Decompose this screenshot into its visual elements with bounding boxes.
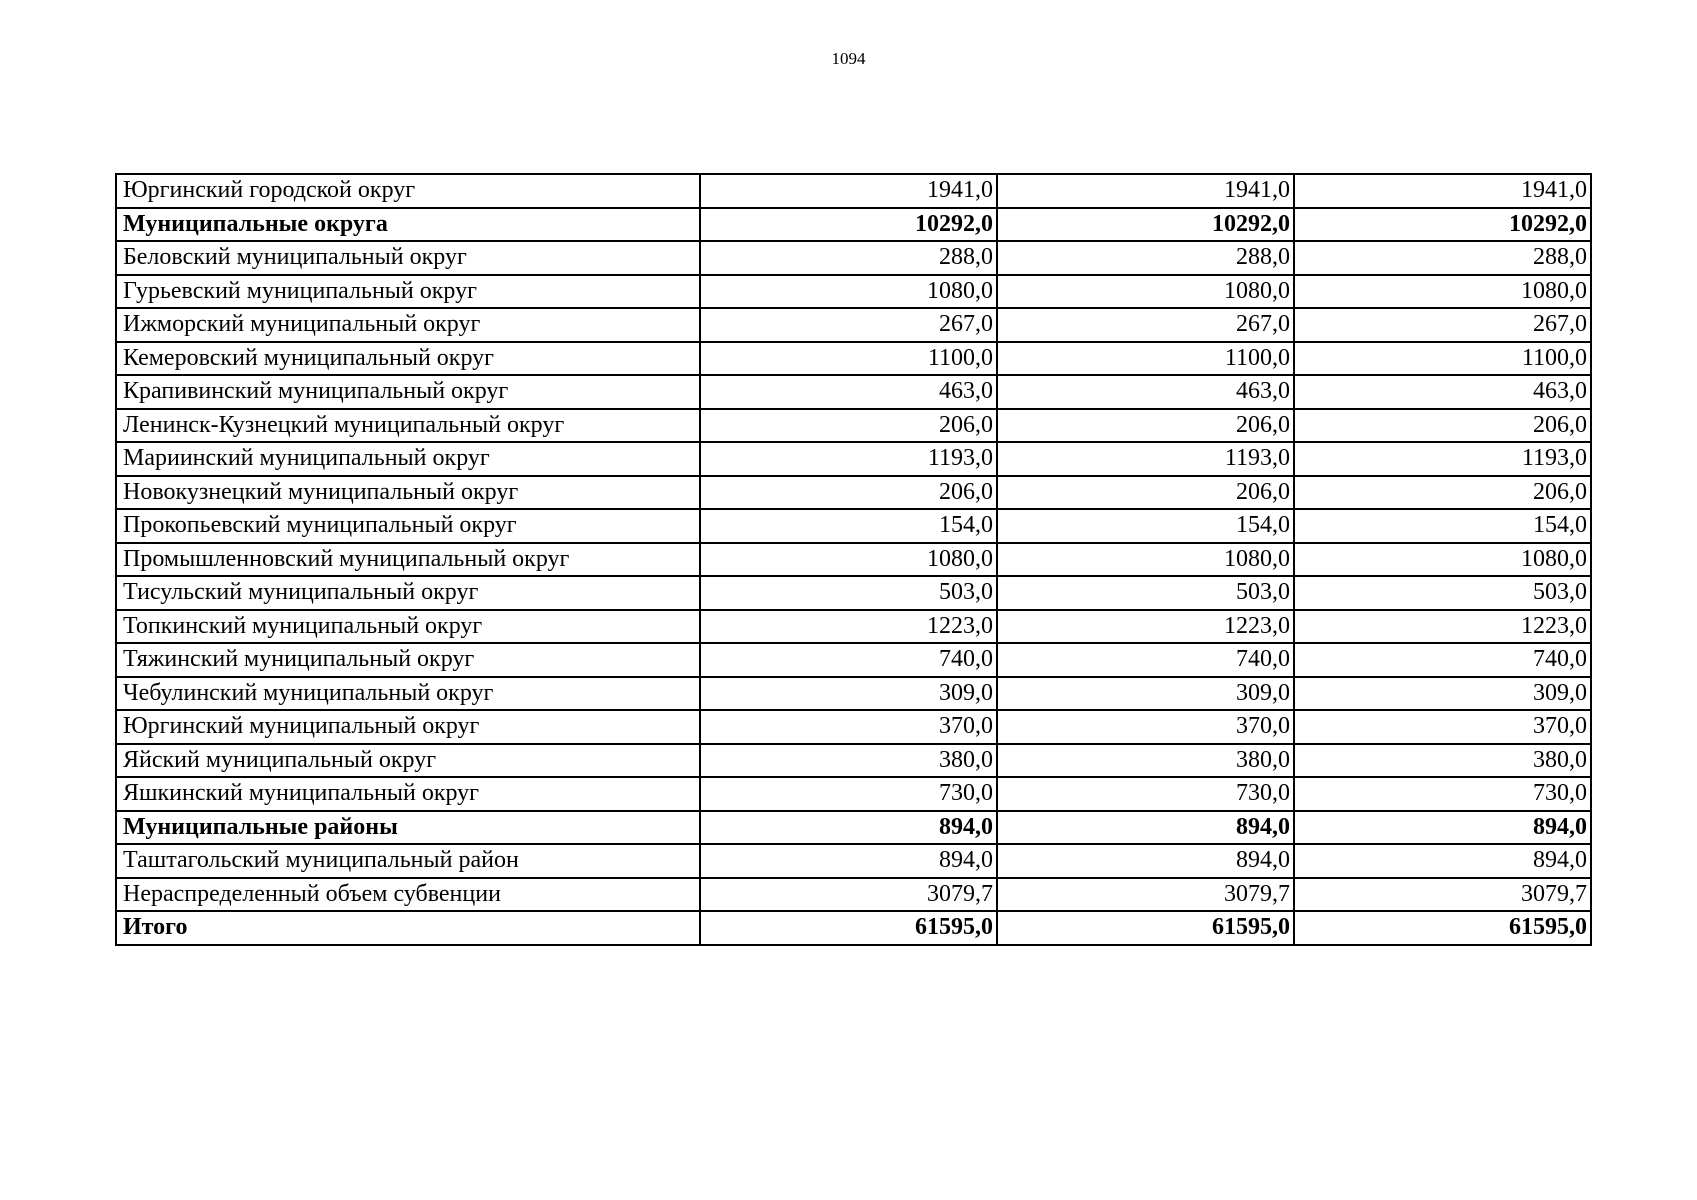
value-cell-2: 1080,0 xyxy=(997,543,1294,577)
table-row xyxy=(116,342,1591,376)
row-name-cell: Прокопьевский муниципальный округ xyxy=(116,509,700,543)
row-name-cell: Итого xyxy=(116,911,700,945)
value-cell-2: 1941,0 xyxy=(997,174,1294,208)
value-cell-1: 1080,0 xyxy=(700,275,997,309)
table-row xyxy=(116,710,1591,744)
value-cell-1: 309,0 xyxy=(700,677,997,711)
row-name-cell: Тисульский муниципальный округ xyxy=(116,576,700,610)
table-row xyxy=(116,509,1591,543)
value-cell-3: 380,0 xyxy=(1294,744,1591,778)
value-cell-3: 894,0 xyxy=(1294,811,1591,845)
value-cell-3: 309,0 xyxy=(1294,677,1591,711)
value-cell-2: 154,0 xyxy=(997,509,1294,543)
value-cell-2: 206,0 xyxy=(997,409,1294,443)
row-name-cell: Промышленновский муниципальный округ xyxy=(116,543,700,577)
row-name-cell: Гурьевский муниципальный округ xyxy=(116,275,700,309)
table-row xyxy=(116,677,1591,711)
value-cell-2: 730,0 xyxy=(997,777,1294,811)
table-row xyxy=(116,275,1591,309)
value-cell-3: 730,0 xyxy=(1294,777,1591,811)
value-cell-1: 10292,0 xyxy=(700,208,997,242)
value-cell-3: 206,0 xyxy=(1294,409,1591,443)
value-cell-3: 503,0 xyxy=(1294,576,1591,610)
value-cell-2: 10292,0 xyxy=(997,208,1294,242)
value-cell-3: 61595,0 xyxy=(1294,911,1591,945)
table-row xyxy=(116,409,1591,443)
value-cell-3: 1080,0 xyxy=(1294,543,1591,577)
table-row xyxy=(116,241,1591,275)
row-name-cell: Юргинский муниципальный округ xyxy=(116,710,700,744)
row-name-cell: Муниципальные округа xyxy=(116,208,700,242)
table-row xyxy=(116,375,1591,409)
value-cell-3: 894,0 xyxy=(1294,844,1591,878)
value-cell-3: 3079,7 xyxy=(1294,878,1591,912)
value-cell-1: 1223,0 xyxy=(700,610,997,644)
value-cell-2: 380,0 xyxy=(997,744,1294,778)
value-cell-3: 267,0 xyxy=(1294,308,1591,342)
value-cell-3: 206,0 xyxy=(1294,476,1591,510)
value-cell-1: 730,0 xyxy=(700,777,997,811)
table-row xyxy=(116,543,1591,577)
value-cell-2: 1223,0 xyxy=(997,610,1294,644)
value-cell-3: 1080,0 xyxy=(1294,275,1591,309)
table-row xyxy=(116,442,1591,476)
row-name-cell: Новокузнецкий муниципальный округ xyxy=(116,476,700,510)
value-cell-1: 3079,7 xyxy=(700,878,997,912)
value-cell-1: 1941,0 xyxy=(700,174,997,208)
table-row xyxy=(116,777,1591,811)
table-row xyxy=(116,610,1591,644)
value-cell-3: 463,0 xyxy=(1294,375,1591,409)
value-cell-2: 309,0 xyxy=(997,677,1294,711)
table-row-subtotal xyxy=(116,208,1591,242)
row-name-cell: Таштагольский муниципальный район xyxy=(116,844,700,878)
value-cell-1: 154,0 xyxy=(700,509,997,543)
row-name-cell: Чебулинский муниципальный округ xyxy=(116,677,700,711)
value-cell-1: 463,0 xyxy=(700,375,997,409)
value-cell-2: 1080,0 xyxy=(997,275,1294,309)
value-cell-1: 740,0 xyxy=(700,643,997,677)
value-cell-2: 61595,0 xyxy=(997,911,1294,945)
table-row xyxy=(116,844,1591,878)
value-cell-2: 1193,0 xyxy=(997,442,1294,476)
value-cell-2: 3079,7 xyxy=(997,878,1294,912)
value-cell-2: 894,0 xyxy=(997,811,1294,845)
value-cell-3: 370,0 xyxy=(1294,710,1591,744)
value-cell-1: 61595,0 xyxy=(700,911,997,945)
value-cell-3: 1193,0 xyxy=(1294,442,1591,476)
value-cell-2: 894,0 xyxy=(997,844,1294,878)
value-cell-1: 1080,0 xyxy=(700,543,997,577)
row-name-cell: Кемеровский муниципальный округ xyxy=(116,342,700,376)
table-row-subtotal xyxy=(116,911,1591,945)
value-cell-1: 380,0 xyxy=(700,744,997,778)
row-name-cell: Яшкинский муниципальный округ xyxy=(116,777,700,811)
value-cell-2: 740,0 xyxy=(997,643,1294,677)
value-cell-1: 206,0 xyxy=(700,409,997,443)
value-cell-3: 154,0 xyxy=(1294,509,1591,543)
subvention-table xyxy=(115,173,1592,946)
value-cell-1: 206,0 xyxy=(700,476,997,510)
table-body xyxy=(116,174,1591,945)
row-name-cell: Топкинский муниципальный округ xyxy=(116,610,700,644)
value-cell-1: 370,0 xyxy=(700,710,997,744)
value-cell-1: 1193,0 xyxy=(700,442,997,476)
value-cell-3: 1941,0 xyxy=(1294,174,1591,208)
value-cell-1: 1100,0 xyxy=(700,342,997,376)
table-row xyxy=(116,643,1591,677)
value-cell-1: 267,0 xyxy=(700,308,997,342)
row-name-cell: Нераспределенный объем субвенции xyxy=(116,878,700,912)
value-cell-3: 1100,0 xyxy=(1294,342,1591,376)
table-row-subtotal xyxy=(116,811,1591,845)
table-row xyxy=(116,576,1591,610)
value-cell-1: 288,0 xyxy=(700,241,997,275)
table-row xyxy=(116,878,1591,912)
row-name-cell: Беловский муниципальный округ xyxy=(116,241,700,275)
value-cell-3: 740,0 xyxy=(1294,643,1591,677)
page-number: 1094 xyxy=(831,49,866,68)
row-name-cell: Ленинск-Кузнецкий муниципальный округ xyxy=(116,409,700,443)
row-name-cell: Муниципальные районы xyxy=(116,811,700,845)
value-cell-3: 10292,0 xyxy=(1294,208,1591,242)
value-cell-2: 370,0 xyxy=(997,710,1294,744)
value-cell-2: 267,0 xyxy=(997,308,1294,342)
row-name-cell: Тяжинский муниципальный округ xyxy=(116,643,700,677)
row-name-cell: Юргинский городской округ xyxy=(116,174,700,208)
value-cell-2: 206,0 xyxy=(997,476,1294,510)
value-cell-2: 503,0 xyxy=(997,576,1294,610)
value-cell-1: 894,0 xyxy=(700,844,997,878)
table-row xyxy=(116,744,1591,778)
value-cell-2: 1100,0 xyxy=(997,342,1294,376)
value-cell-2: 288,0 xyxy=(997,241,1294,275)
table-row xyxy=(116,308,1591,342)
row-name-cell: Ижморский муниципальный округ xyxy=(116,308,700,342)
value-cell-3: 1223,0 xyxy=(1294,610,1591,644)
table-row xyxy=(116,476,1591,510)
row-name-cell: Яйский муниципальный округ xyxy=(116,744,700,778)
value-cell-1: 503,0 xyxy=(700,576,997,610)
row-name-cell: Крапивинский муниципальный округ xyxy=(116,375,700,409)
row-name-cell: Мариинский муниципальный округ xyxy=(116,442,700,476)
value-cell-1: 894,0 xyxy=(700,811,997,845)
table-row xyxy=(116,174,1591,208)
value-cell-2: 463,0 xyxy=(997,375,1294,409)
value-cell-3: 288,0 xyxy=(1294,241,1591,275)
